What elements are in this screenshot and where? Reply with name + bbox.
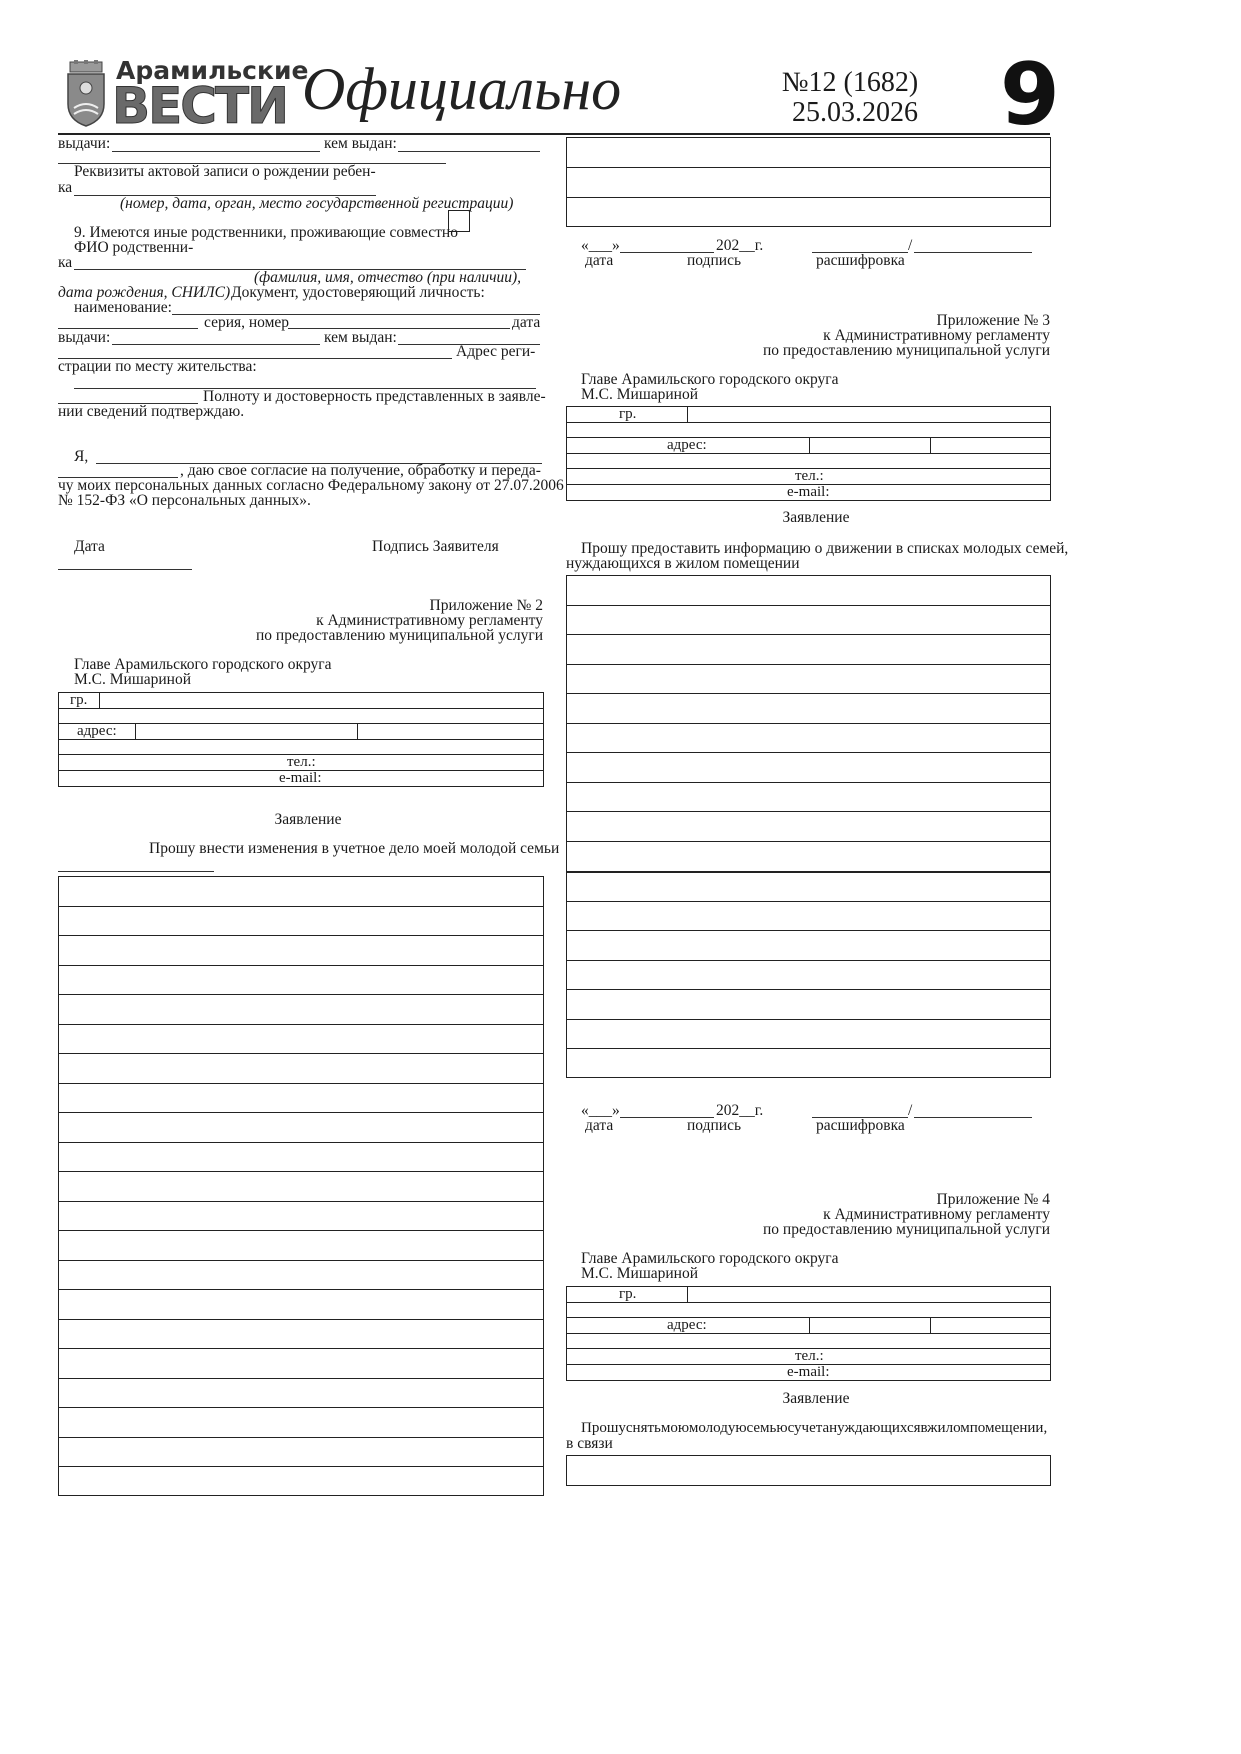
zayavlenie3-heading: Заявление xyxy=(782,509,850,526)
sig2-podpis: подпись xyxy=(687,1117,742,1134)
label-vydachi: выдачи: xyxy=(58,135,111,152)
blank-line xyxy=(112,344,320,345)
email3-label: e-mail: xyxy=(787,484,830,500)
statement-lines-right[interactable] xyxy=(566,575,1051,1078)
dob-hint: дата рождения, СНИЛС) xyxy=(58,284,231,301)
date-label: Дата xyxy=(74,538,105,555)
addressee3-line1: Главе Арамильского городского округа xyxy=(581,371,839,388)
ka-label-2: ка xyxy=(58,254,73,271)
polnotu-line2: нии сведений подтверждаю. xyxy=(58,403,245,420)
app2-line2: к Административному регламенту xyxy=(316,612,543,629)
statement-lines-top[interactable] xyxy=(566,137,1051,227)
blank-line xyxy=(914,252,1032,253)
addressee4-line2: М.С. Мишариной xyxy=(581,1265,699,1282)
proshu3-line1: Прошу предоставить информацию о движении в списках молодых семей, xyxy=(581,540,1069,557)
tel3-label: тел.: xyxy=(795,468,824,484)
proshu3-line2: нуждающихся в жилом помещении xyxy=(566,555,800,572)
blank-line xyxy=(112,151,320,152)
rekvizity-hint: (номер, дата, орган, место государственной регистрации) xyxy=(120,195,514,212)
gr-field-3[interactable] xyxy=(687,407,1052,422)
p9-checkbox[interactable] xyxy=(448,210,470,232)
adres3-label: адрес: xyxy=(667,437,707,453)
blank-line xyxy=(914,1117,1032,1118)
adres4-field-1[interactable] xyxy=(809,1317,931,1333)
vydachi2-label: выдачи: xyxy=(58,329,111,346)
sig1-quote: «___» xyxy=(581,237,620,254)
polnotu-line1: Полноту и достоверность представленных в заявле- xyxy=(203,388,546,405)
naimenovanie-label: наименование: xyxy=(74,299,172,316)
blank-line xyxy=(288,328,510,329)
addressee-line1: Главе Арамильского городского округа xyxy=(74,656,332,673)
form-divider xyxy=(59,739,543,740)
blank-line xyxy=(58,871,214,872)
sig1-podpis: подпись xyxy=(687,252,742,269)
email-label: e-mail: xyxy=(279,770,322,786)
data-label: дата xyxy=(512,314,541,331)
page-number: 9 xyxy=(1000,45,1060,145)
applicant-form-3 xyxy=(566,406,1051,501)
fio-hint: (фамилия, имя, отчество (при наличии), xyxy=(254,269,522,286)
sig1-year: 202__г. xyxy=(716,237,764,254)
consent-line3: № 152-ФЗ «О персональных данных». xyxy=(58,492,311,509)
sig1-rasshifrovka: расшифровка xyxy=(816,252,905,269)
proshu4-line2: в связи xyxy=(566,1435,613,1452)
sig2-rasshifrovka: расшифровка xyxy=(816,1117,905,1134)
doc-label: Документ, удостоверяющий личность: xyxy=(231,284,485,301)
sig2-year: 202__г. xyxy=(716,1102,764,1119)
issue-number: №12 (1682) xyxy=(781,67,919,98)
adres3-field-2[interactable] xyxy=(930,437,1052,453)
applicant-form-4 xyxy=(566,1286,1051,1381)
issue-date: 25.03.2026 xyxy=(792,97,918,128)
kem-vydan2-label: кем выдан: xyxy=(324,329,397,346)
gr4-label: гр. xyxy=(619,1286,637,1302)
adres-regi-label: Адрес реги- xyxy=(456,343,536,360)
tel-label: тел.: xyxy=(287,754,316,770)
blank-line xyxy=(398,151,540,152)
adres3-field-1[interactable] xyxy=(809,437,931,453)
gr-field[interactable] xyxy=(99,693,545,708)
seriya-label: серия, номер xyxy=(204,314,290,331)
signature-label: Подпись Заявителя xyxy=(372,538,499,555)
fio-label: ФИО родственни- xyxy=(74,239,194,256)
app3-line3: по предоставлению муниципальной услуги xyxy=(763,342,1050,359)
addressee-line2: М.С. Мишариной xyxy=(74,671,192,688)
app3-title: Приложение № 3 xyxy=(936,312,1050,329)
tel4-label: тел.: xyxy=(795,1348,824,1364)
blank-line xyxy=(58,569,192,570)
consent-line1: , даю свое согласие на получение, обработку и переда- xyxy=(180,462,541,479)
ya-label: Я, xyxy=(74,448,89,465)
statement-lines-bottom[interactable] xyxy=(566,1455,1051,1486)
header-rule xyxy=(58,133,1050,135)
proshu-text: Прошу внести изменения в учетное дело моей молодой семьи xyxy=(149,840,560,857)
statement-lines-left[interactable] xyxy=(58,876,544,1496)
email4-label: e-mail: xyxy=(787,1364,830,1380)
app2-title: Приложение № 2 xyxy=(429,597,543,614)
gr3-label: гр. xyxy=(619,406,637,422)
app4-line2: к Административному регламенту xyxy=(823,1206,1050,1223)
logo-bottom: ВЕСТИ xyxy=(112,77,287,135)
section-title: Официально xyxy=(302,56,622,122)
rekvizity-label: Реквизиты актовой записи о рождении ребен- xyxy=(74,163,376,180)
app3-line2: к Административному регламенту xyxy=(823,327,1050,344)
label-kem-vydan: кем выдан: xyxy=(324,135,397,152)
sig1-data: дата xyxy=(585,252,614,269)
logo-top: Арамильские xyxy=(116,56,309,85)
sig1-slash: / xyxy=(908,237,913,254)
app4-title: Приложение № 4 xyxy=(936,1191,1050,1208)
sig2-data: дата xyxy=(585,1117,614,1134)
app4-line3: по предоставлению муниципальной услуги xyxy=(763,1221,1050,1238)
adres-field-2[interactable] xyxy=(357,723,545,739)
addressee4-line1: Главе Арамильского городского округа xyxy=(581,1250,839,1267)
applicant-form xyxy=(58,692,544,787)
form-divider xyxy=(59,708,543,709)
app2-line3: по предоставлению муниципальной услуги xyxy=(256,627,543,644)
sig2-quote: «___» xyxy=(581,1102,620,1119)
sig2-slash: / xyxy=(908,1102,913,1119)
zayavlenie-heading: Заявление xyxy=(274,811,342,828)
consent-line2: чу моих персональных данных согласно Федеральному закону от 27.07.2006 xyxy=(58,477,564,494)
adres4-label: адрес: xyxy=(667,1317,707,1333)
adres-field-1[interactable] xyxy=(135,723,358,739)
addressee3-line2: М.С. Мишариной xyxy=(581,386,699,403)
gr-label: гр. xyxy=(70,692,88,708)
adres4-field-2[interactable] xyxy=(930,1317,1052,1333)
zayavlenie4-heading: Заявление xyxy=(782,1390,850,1407)
p9-label: 9. Имеются иные родственники, проживающие совместно xyxy=(74,224,458,241)
coat-of-arms-icon xyxy=(62,60,110,128)
stracii-label: страции по месту жительства: xyxy=(58,358,257,375)
proshu4-line1: Прошуснятьмоюмолодуюсемьюсучетануждающихсявжиломпомещении, xyxy=(581,1420,1048,1436)
adres-label: адрес: xyxy=(77,723,117,739)
gr-field-4[interactable] xyxy=(687,1287,1052,1302)
ka-label-1: ка xyxy=(58,179,73,196)
